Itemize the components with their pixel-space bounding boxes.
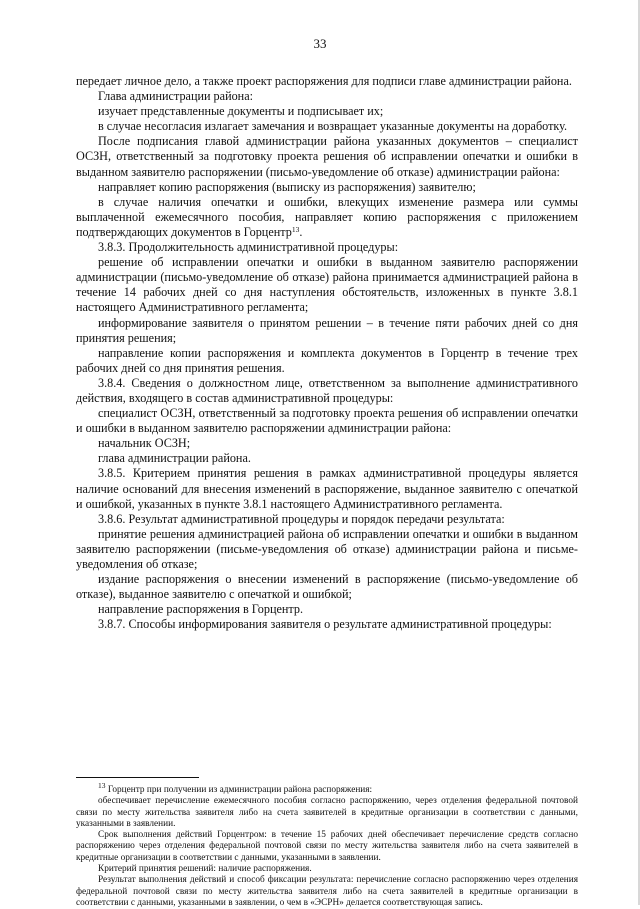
paragraph: принятие решения администрацией района об исправлении опечатки и ошибки в выданном заявителю распоряжении (письме-уведомления об отказе) администрации района и письме-уведомления об отказе;: [76, 526, 578, 571]
paragraph: Глава администрации района:: [98, 89, 253, 104]
paragraph: глава администрации района.: [98, 451, 251, 466]
paragraph: 3.8.5. Критерием принятия решения в рамках административной процедуры является наличие оснований для внесения изменений в распоряжение, выданное заявителю с опечаткой и ошибкой, указанных в пункте 3.8.1 настоящего Административного регламента.: [76, 466, 578, 511]
paragraph: После подписания главой администрации района указанных документов – специалист ОСЗН, ответственный за подготовку проекта решения об исправлении опечатки и ошибки в выданном заявителю распоряжении (письмо-уведомление об отказе) администрации района:: [76, 134, 578, 179]
footnotes: [76, 781, 578, 909]
footnote-paragraph: Критерий принятия решений: наличие распоряжения.: [98, 864, 312, 875]
paragraph: в случае наличия опечатки и ошибки, влекущих изменение размера или суммы выплаченной ежемесячного пособия, направляет копию распоряжения с приложением подтверждающих документов в Горцентр$^{13}$.: [76, 194, 578, 239]
document-body: [76, 74, 578, 632]
paragraph: специалист ОСЗН, ответственный за подготовку проекта решения об исправлении опечатки и ошибки в выданном заявителю распоряжении администрации района:: [76, 406, 578, 436]
paragraph: 3.8.6. Результат административной процедуры и порядок передачи результата:: [98, 511, 505, 526]
paragraph: 3.8.3. Продолжительность административной процедуры:: [98, 240, 399, 255]
paragraph: передает личное дело, а также проект распоряжения для подписи главе администрации района.: [76, 74, 572, 88]
paragraph: издание распоряжения о внесении изменений в распоряжение (письмо-уведомление об отказе), выданное заявителю с опечаткой и ошибкой;: [76, 572, 578, 602]
footnote-marker: 13: [98, 781, 106, 790]
paragraph: 3.8.7. Способы информирования заявителя о результате административной процедуры:: [98, 617, 552, 632]
paragraph: решение об исправлении опечатки и ошибки в выданном заявителю распоряжении администрации (письмо-уведомление об отказе) района принимается администрацией района в течение 14 рабочих дней со дня наступления обстоятельств, изложенных в пункте 3.8.1 настоящего Административного регламента;: [76, 255, 578, 315]
page-number: 33: [313, 36, 327, 51]
footnote-ref[interactable]: 13: [291, 224, 300, 234]
footnote-separator: [76, 777, 199, 778]
paragraph: 3.8.4. Сведения о должностном лице, ответственном за выполнение административного действия, входящего в состав административной процедуры:: [76, 375, 578, 405]
paragraph: направляет копию распоряжения (выписку из распоряжения) заявителю;: [98, 179, 476, 194]
paragraph: направление распоряжения в Горцентр.: [98, 602, 304, 617]
paragraph: в случае несогласия излагает замечания и возвращает указанные документы на доработку.: [98, 119, 568, 134]
footnote-paragraph: $^{13}$ Горцентр при получении из администрации района распоряжения:: [98, 781, 373, 795]
footnote-paragraph: Срок выполнения действий Горцентром: в течение 15 рабочих дней обеспечивает перечисление средств согласно распоряжению через отделения федеральной почтовой связи по месту жительства заявителя либо на счета заявителей в кредитные организации в соответствии с данными, указанными в заявлении.: [76, 830, 578, 863]
paragraph: информирование заявителя о принятом решении – в течение пяти рабочих дней со дня принятия решения;: [76, 315, 578, 345]
footnote-paragraph: обеспечивает перечисление ежемесячного пособия согласно распоряжению, через отделения федеральной почтовой связи по месту жительства заявителя либо на счета заявителей в кредитные организации в соответствии с данными, указанными в заявлении.: [76, 796, 578, 829]
footnote-paragraph: Результат выполнения действий и способ фиксации результата: перечисление согласно распоряжению через отделения федеральной почтовой связи по месту жительства заявителя либо на счета заявителей в кредитные организации в соответствии с данными, указанными в заявлении, о чем в «ЭСРН» делается соответствующая запись.: [76, 875, 578, 908]
paragraph: начальник ОСЗН;: [98, 436, 191, 451]
paragraph: изучает представленные документы и подписывает их;: [98, 104, 384, 119]
paragraph: направление копии распоряжения и комплекта документов в Горцентр в течение трех рабочих дней со дня принятия решения.: [76, 345, 578, 375]
